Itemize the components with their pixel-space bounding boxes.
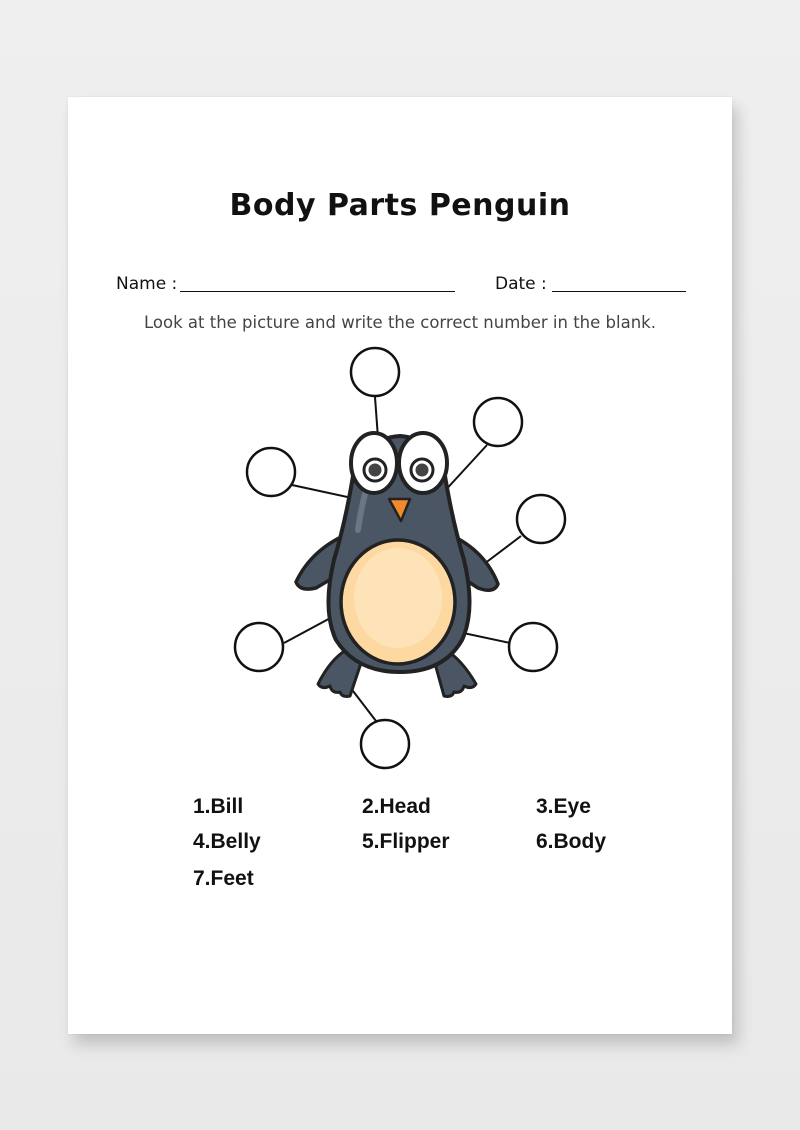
penguin-illustration	[296, 433, 498, 697]
option-2: 2.Head	[362, 795, 431, 818]
answer-circle-head[interactable]	[351, 348, 399, 396]
worksheet-title: Body Parts Penguin	[229, 188, 571, 223]
answer-circle-eye[interactable]	[474, 398, 522, 446]
option-6: 6.Body	[536, 830, 607, 853]
date-label: Date :	[495, 274, 547, 294]
answer-circle-feet[interactable]	[361, 720, 409, 768]
option-4: 4.Belly	[193, 830, 261, 853]
option-1: 1.Bill	[193, 795, 244, 818]
answer-circle-belly[interactable]	[509, 623, 557, 671]
answer-circle-flipper[interactable]	[517, 495, 565, 543]
name-label: Name :	[116, 274, 178, 294]
option-5: 5.Flipper	[362, 830, 450, 853]
instructions-text: Look at the picture and write the correct number in the blank.	[144, 313, 656, 332]
option-3: 3.Eye	[536, 795, 591, 818]
answer-circle-bill[interactable]	[247, 448, 295, 496]
option-7: 7.Feet	[193, 867, 254, 890]
answer-circle-body[interactable]	[235, 623, 283, 671]
